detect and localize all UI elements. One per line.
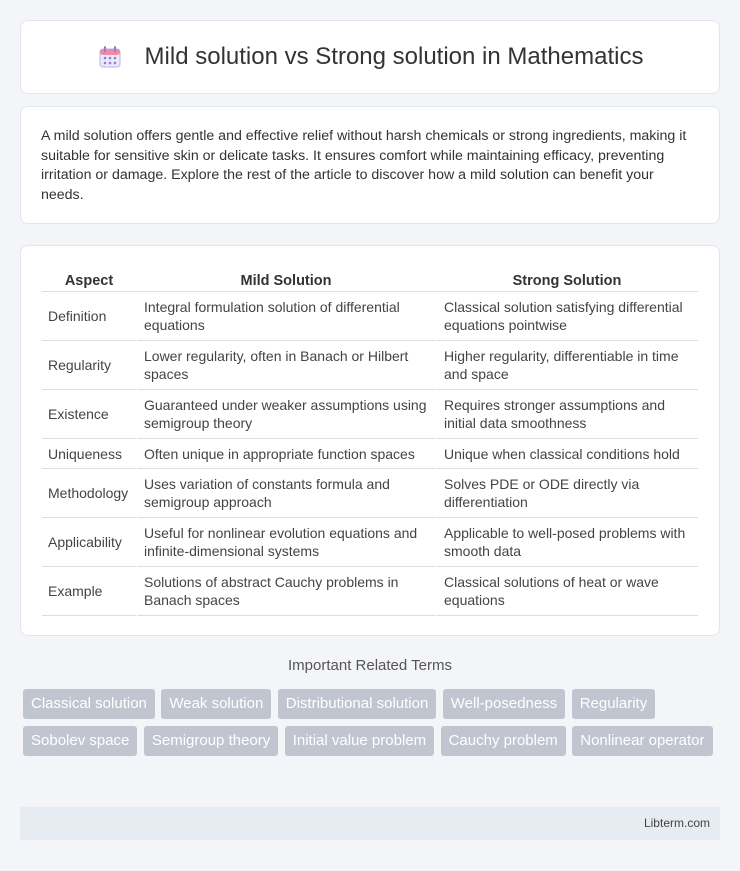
column-header-mild: Mild Solution bbox=[136, 266, 436, 292]
term-tag[interactable]: Distributional solution bbox=[278, 689, 437, 719]
term-tag[interactable]: Semigroup theory bbox=[144, 726, 278, 756]
intro-text: A mild solution offers gentle and effective relief without harsh chemicals or strong ingredients, making it suitable for sensitive skin or delicate tasks. It ensures comfort while maintaining efficacy, preventing irritation or damage. Explore the rest of the article to discover how a mild solution can benefit your needs. bbox=[41, 128, 687, 203]
table-row bbox=[42, 469, 698, 518]
strong-cell: Unique when classical conditions hold bbox=[436, 439, 698, 469]
column-header-aspect: Aspect bbox=[42, 266, 136, 292]
intro-card bbox=[20, 106, 720, 224]
mild-cell: Guaranteed under weaker assumptions using semigroup theory bbox=[136, 390, 436, 439]
mild-cell: Solutions of abstract Cauchy problems in Banach spaces bbox=[136, 567, 436, 616]
strong-cell: Higher regularity, differentiable in time and space bbox=[436, 341, 698, 390]
strong-cell: Applicable to well-posed problems with smooth data bbox=[436, 518, 698, 567]
table-row bbox=[42, 341, 698, 390]
page-title: Mild solution vs Strong solution in Mathematics bbox=[144, 43, 644, 70]
term-tag[interactable]: Sobolev space bbox=[23, 726, 137, 756]
term-tag[interactable]: Classical solution bbox=[23, 689, 155, 719]
term-tag[interactable]: Cauchy problem bbox=[441, 726, 566, 756]
term-tag[interactable]: Initial value problem bbox=[285, 726, 434, 756]
strong-cell: Solves PDE or ODE directly via differentiation bbox=[436, 469, 698, 518]
strong-cell: Classical solution satisfying differential equations pointwise bbox=[436, 292, 698, 341]
strong-cell: Classical solutions of heat or wave equations bbox=[436, 567, 698, 616]
column-header-strong: Strong Solution bbox=[436, 266, 698, 292]
table-header-row bbox=[42, 266, 698, 292]
comparison-table bbox=[42, 266, 698, 616]
mild-cell: Often unique in appropriate function spaces bbox=[136, 439, 436, 469]
term-tag[interactable]: Nonlinear operator bbox=[572, 726, 712, 756]
comparison-card bbox=[20, 245, 720, 636]
table-row bbox=[42, 518, 698, 567]
strong-cell: Requires stronger assumptions and initial data smoothness bbox=[436, 390, 698, 439]
mild-cell: Useful for nonlinear evolution equations and infinite-dimensional systems bbox=[136, 518, 436, 567]
related-terms-list bbox=[23, 689, 723, 763]
term-tag[interactable]: Well-posedness bbox=[443, 689, 565, 719]
aspect-cell: Applicability bbox=[42, 518, 136, 567]
aspect-cell: Example bbox=[42, 567, 136, 616]
table-row bbox=[42, 292, 698, 341]
mild-cell: Uses variation of constants formula and semigroup approach bbox=[136, 469, 436, 518]
footer bbox=[20, 807, 720, 840]
table-row bbox=[42, 567, 698, 616]
related-terms-title: Important Related Terms bbox=[288, 657, 452, 674]
aspect-cell: Existence bbox=[42, 390, 136, 439]
aspect-cell: Uniqueness bbox=[42, 439, 136, 469]
term-tag[interactable]: Regularity bbox=[572, 689, 656, 719]
aspect-cell: Definition bbox=[42, 292, 136, 341]
footer-site-link[interactable]: Libterm.com bbox=[643, 816, 710, 830]
aspect-cell: Regularity bbox=[42, 341, 136, 390]
table-row bbox=[42, 439, 698, 469]
mild-cell: Lower regularity, often in Banach or Hilbert spaces bbox=[136, 341, 436, 390]
aspect-cell: Methodology bbox=[42, 469, 136, 518]
calendar-icon bbox=[97, 44, 123, 70]
term-tag[interactable]: Weak solution bbox=[161, 689, 271, 719]
mild-cell: Integral formulation solution of differential equations bbox=[136, 292, 436, 341]
header-card bbox=[20, 20, 720, 94]
table-row bbox=[42, 390, 698, 439]
